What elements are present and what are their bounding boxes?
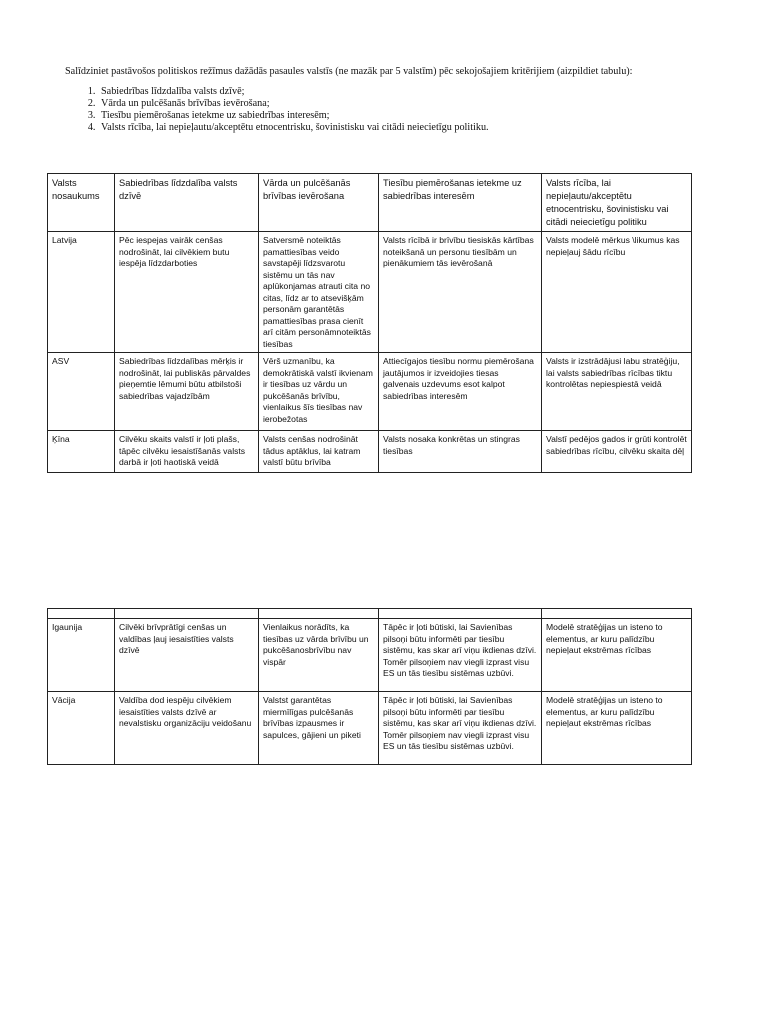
comparison-table-continued bbox=[47, 608, 692, 765]
table-cell: Valsts rīcībā ir brīvību tiesiskās kārtības noteikšanā un personu tiesībām un pienākumiem tās ievērošanā bbox=[379, 232, 542, 353]
table-row bbox=[48, 619, 692, 692]
table-cell: Vienlaikus norādīts, ka tiesības uz vārda brīvību un pukcēšanosbrīvību nav vispār bbox=[259, 619, 379, 692]
table-cell: Valstst garantētas miermīlīgas pulcēšanās brīvības izpausmes ir sapulces, gājieni un piketi bbox=[259, 692, 379, 765]
table-row bbox=[48, 431, 692, 473]
header-cell-freedom: Vārda un pulcēšanās brīvības ievērošana bbox=[259, 174, 379, 232]
empty-cell bbox=[259, 609, 379, 619]
table-row bbox=[48, 353, 692, 431]
table-cell: Sabiedrības līdzdalības mērķis ir nodrošināt, lai publiskās pārvaldes pieņemtie lēmumi būtu atbilstoši sabiedrības vajadzībām bbox=[115, 353, 259, 431]
country-cell: ASV bbox=[48, 353, 115, 431]
country-cell: Ķīna bbox=[48, 431, 115, 473]
table-cell: Tāpēc ir ļoti būtiski, lai Savienības pilsoņi būtu informēti par tiesību sistēmu, kas skar arī viņu ikdienas dzīvi. Tomēr pilsoņiem nav viegli izprast visu ES un tās tiesību sistēmas uzbūvi. bbox=[379, 619, 542, 692]
criteria-item: 3. Tiesību piemērošanas ietekme uz sabiedrības interesēm; bbox=[98, 110, 715, 122]
country-cell: Vācija bbox=[48, 692, 115, 765]
header-cell-country: Valsts nosaukums bbox=[48, 174, 115, 232]
header-cell-participation: Sabiedrības līdzdalība valsts dzīvē bbox=[115, 174, 259, 232]
table-cell: Valsts ir izstrādājusi labu stratēģiju, lai valsts sabiedrības rīcības tiktu kontrolētas nepiespiestā veidā bbox=[542, 353, 692, 431]
comparison-table bbox=[47, 173, 692, 473]
table-cell: Modelē stratēģijas un isteno to elementus, ar kuru palīdzību nepieļaut ekstrēmas rīcības bbox=[542, 619, 692, 692]
empty-cell bbox=[48, 609, 115, 619]
header-cell-law: Tiesību piemērošanas ietekme uz sabiedrības interesēm bbox=[379, 174, 542, 232]
table-cell: Satversmē noteiktās pamattiesības veido savstapēji līdzsvarotu sistēmu un tās nav aplūkonjamas atrauti cita no citas, līdz ar to atsevišķām personām garantētās pamattiesības prasa cienīt arī citām personāmnoteiktās tiesības bbox=[259, 232, 379, 353]
header-cell-policy: Valsts rīcība, lai nepieļautu/akceptētu etnocentrisku, šovinistisku vai citādi neiecietīgu politiku bbox=[542, 174, 692, 232]
table-cell: Vērš uzmanību, ka demokrātiskā valstī ikvienam ir tiesības uz vārdu un pukcēšanās brīvību, vienlaikus šīs tiesības nav ierobežotas bbox=[259, 353, 379, 431]
table-row bbox=[48, 692, 692, 765]
criteria-item: 2. Vārda un pulcēšanās brīvības ievērošana; bbox=[98, 98, 715, 110]
empty-cell bbox=[379, 609, 542, 619]
table-cell: Cilvēki brīvprātīgi cenšas un valdības ļauj iesaistīties valsts dzīvē bbox=[115, 619, 259, 692]
table-cell: Valsts cenšas nodrošināt tādus aptāklus, lai katram valstī būtu brīvība bbox=[259, 431, 379, 473]
empty-header-row bbox=[48, 609, 692, 619]
country-cell: Latvija bbox=[48, 232, 115, 353]
empty-cell bbox=[115, 609, 259, 619]
assignment-lead: Salīdziniet pastāvošos politiskos režīmus dažādās pasaules valstīs (ne mazāk par 5 valstīm) pēc sekojošajiem kritērijiem (aizpildiet tabulu): bbox=[65, 66, 633, 77]
assignment-intro bbox=[65, 66, 715, 134]
country-cell: Igaunija bbox=[48, 619, 115, 692]
criteria-item: 1. Sabiedrības līdzdalība valsts dzīvē; bbox=[98, 86, 715, 98]
table-cell: Valstī pedējos gados ir grūti kontrolēt sabiedrības rīcību, cilvēku skaita dēļ bbox=[542, 431, 692, 473]
criteria-list bbox=[65, 86, 715, 134]
table-cell: Valsts modelē mērkus \likumus kas nepieļauj šādu rīcību bbox=[542, 232, 692, 353]
empty-cell bbox=[542, 609, 692, 619]
table-header-row bbox=[48, 174, 692, 232]
table-cell: Tāpēc ir ļoti būtiski, lai Savienības pilsoņi būtu informēti par tiesību sistēmu, kas skar arī viņu ikdienas dzīvi. Tomēr pilsoņiem nav viegli izprast visu ES un tās tiesību sistēmas uzbūvi. bbox=[379, 692, 542, 765]
table-cell: Pēc iespejas vairāk cenšas nodrošināt, lai cilvēkiem butu iespēja līdzdarboties bbox=[115, 232, 259, 353]
table-row bbox=[48, 232, 692, 353]
table-cell: Valsts nosaka konkrētas un stingras tiesības bbox=[379, 431, 542, 473]
table-cell: Modelē stratēģijas un isteno to elementus, ar kuru palīdzību nepieļaut ekstrēmas rīcības bbox=[542, 692, 692, 765]
criteria-item: 4. Valsts rīcība, lai nepieļautu/akceptētu etnocentrisku, šovinistisku vai citādi neiecietīgu politiku. bbox=[98, 122, 715, 134]
table-cell: Attiecīgajos tiesību normu piemērošana jautājumos ir izveidojies tiesas galvenais uzdevums esot kalpot sabiedrības interesēm bbox=[379, 353, 542, 431]
table-cell: Valdība dod iespēju cilvēkiem iesaistīties valsts dzīvē ar nevalstisku organizāciju veidošanu bbox=[115, 692, 259, 765]
table-cell: Cilvēku skaits valstī ir ļoti plašs, tāpēc cilvēku iesaistīšanās valsts darbā ir ļoti haotiskā veidā bbox=[115, 431, 259, 473]
